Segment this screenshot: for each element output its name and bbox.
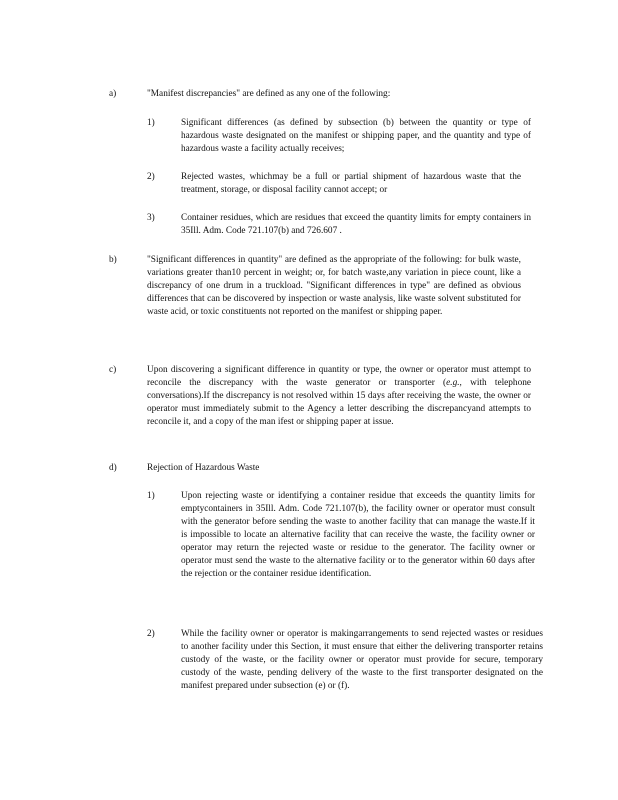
subitem-text: Upon rejecting waste or identifying a container residue that exceeds the quantity limits for emptycontainers in 35Ill. Adm. Code 721.107(b), the facility owner or operator must consult with the generator before sending the waste to another facility that can manage the waste.If it is impossible to locate an alternative facility that can receive the waste, the facility owner or operator may return the rejected waste or residue to the generator. The facility owner or operator must send the waste to the alternative facility or to the generator within 60 days after the rejection or the container residue identification.: [181, 491, 535, 579]
item-label: c): [109, 365, 117, 375]
subitem-label: 2): [147, 629, 155, 639]
subitem-label: 1): [147, 491, 155, 501]
subitem-text: While the facility owner or operator is makingarrangements to send rejected wastes or residues to another facility under this Section, it must ensure that either the delivering transporter retains custody of the waste, or the facility owner or operator must provide for secure, temporary custody of the waste, pending delivery of the waste to the first transporter designated on the manifest prepared under subsection (e) or (f).: [181, 629, 543, 691]
subitem-text: Significant differences (as defined by subsection (b) between the quantity or type of hazardous waste designated on the manifest or shipping paper, and the quantity and type of hazardous waste a facility actually receives;: [181, 118, 531, 154]
item-label: b): [109, 255, 117, 265]
subitem-label: 1): [147, 118, 155, 128]
item-text: "Manifest discrepancies" are defined as any one of the following:: [147, 89, 391, 99]
item-text-before: Upon discovering a significant difference in quantity or type, the owner or operator must attempt to reconcile the discrepancy with the waste generator or transporter (: [147, 365, 531, 388]
subitem-text: Rejected wastes, whichmay be a full or partial shipment of hazardous waste that the treatment, storage, or disposal facility cannot accept; or: [181, 172, 521, 195]
eg-abbreviation: e.g.,: [446, 378, 462, 388]
item-text: [147, 364, 531, 429]
subitem-label: 3): [147, 213, 155, 223]
item-label: d): [109, 463, 117, 473]
item-text: "Significant differences in quantity" are defined as the appropriate of the following: for bulk waste, variations greater than10 percent in weight; or, for batch waste,any variation in piece count, like a discrepancy of one drum in a truckload. "Significant differences in type" are defined as obvious differences that can be discovered by inspection or waste analysis, like waste solvent substituted for waste acid, or toxic constituents not reported on the manifest or shipping paper.: [147, 255, 521, 317]
subitem-text: Container residues, which are residues that exceed the quantity limits for empty containers in 35Ill. Adm. Code 721.107(b) and 726.607 .: [181, 213, 531, 236]
item-text-after: with telephone conversations).If the discrepancy is not resolved within 15 days after receiving the waste, the owner or operator must immediately submit to the Agency a letter describing the discrepancyand attempts to reconcile it, and a copy of the man ifest or shipping paper at issue.: [147, 378, 531, 427]
item-label: a): [109, 89, 117, 99]
item-heading: Rejection of Hazardous Waste: [147, 463, 260, 473]
subitem-label: 2): [147, 172, 155, 182]
